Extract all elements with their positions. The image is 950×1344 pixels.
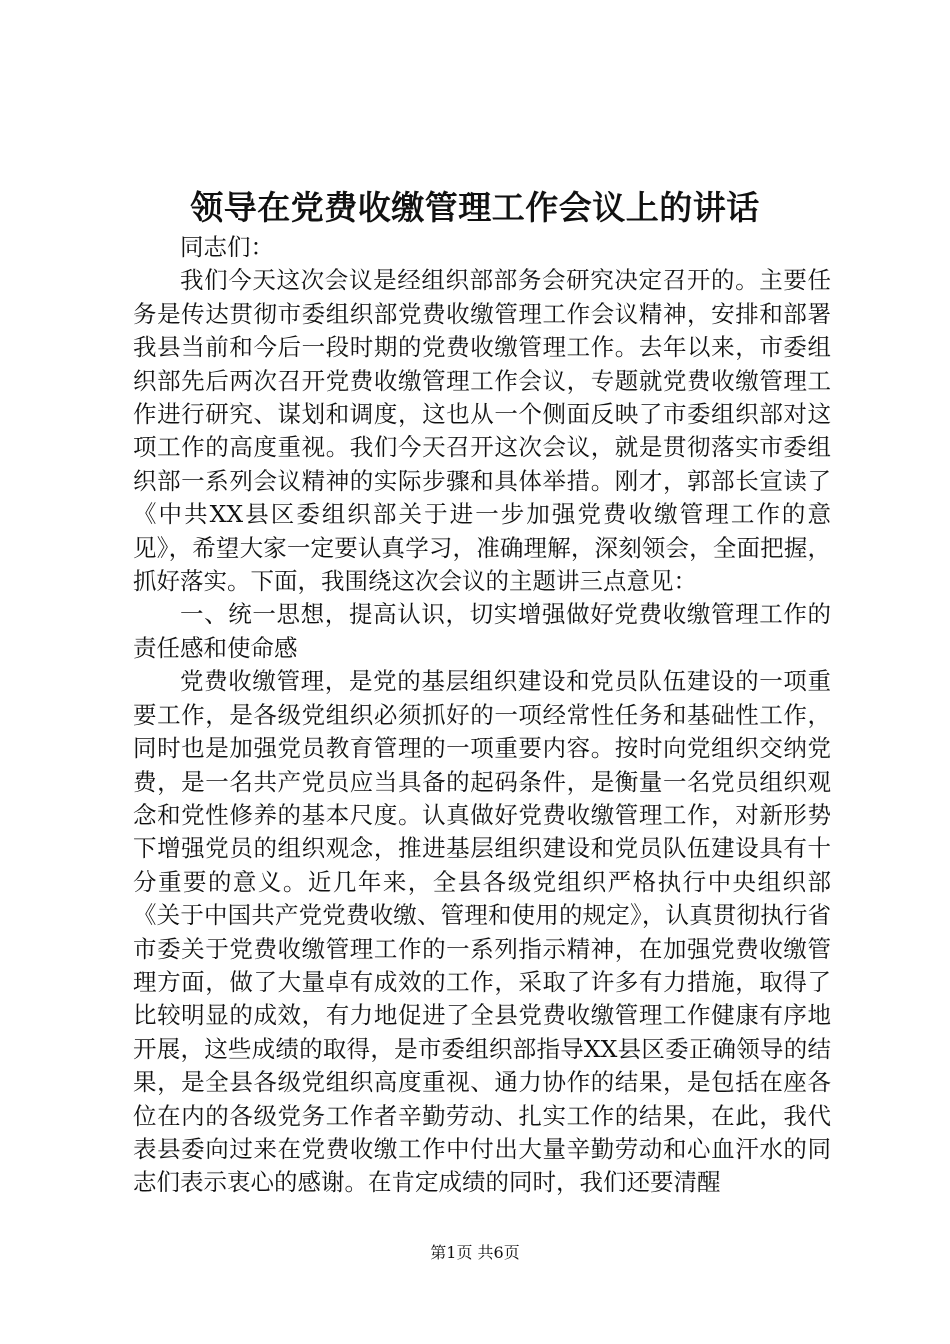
paragraph-intro: 我们今天这次会议是经组织部部务会研究决定召开的。主要任务是传达贯彻市委组织部党费收缴管理工作会议精神，安排和部署我县当前和今后一段时期的党费收缴管理工作。去年以来，市委组织部先后两次召开党费收缴管理工作会议，专题就党费收缴管理工作进行研究、谋划和调度，这也从一个侧面反映了市委组织部对这项工作的高度重视。我们今天召开这次会议，就是贯彻落实市委组织部一系列会议精神的实际步骤和具体举措。刚才，郭部长宣读了《中共XX县区委组织部关于进一步加强党费收缴管理工作的意见》，希望大家一定要认真学习，准确理解，深刻领会，全面把握，抓好落实。下面，我围绕这次会议的主题讲三点意见： bbox=[133, 266, 831, 596]
page-number-footer: 第1页 共6页 bbox=[430, 1243, 520, 1262]
document-body bbox=[133, 231, 831, 1200]
section-heading-1: 一、统一思想，提高认识，切实增强做好党费收缴管理工作的责任感和使命感 bbox=[133, 600, 831, 662]
salutation: 同志们： bbox=[180, 233, 274, 261]
paragraph-section-1: 党费收缴管理，是党的基层组织建设和党员队伍建设的一项重要工作，是各级党组织必须抓好的一项经常性任务和基础性工作，同时也是加强党员教育管理的一项重要内容。按时向党组织交纳党费，是一名共产党员应当具备的起码条件，是衡量一名党员组织观念和党性修养的基本尺度。认真做好党费收缴管理工作，对新形势下增强党员的组织观念，推进基层组织建设和党员队伍建设具有十分重要的意义。近几年来，全县各级党组织严格执行中央组织部《关于中国共产党党费收缴、管理和使用的规定》，认真贯彻执行省市委关于党费收缴管理工作的一系列指示精神，在加强党费收缴管理方面，做了大量卓有成效的工作，采取了许多有力措施，取得了比较明显的成效，有力地促进了全县党费收缴管理工作健康有序地开展，这些成绩的取得，是市委组织部指导XX县区委正确领导的结果，是全县各级党组织高度重视、通力协作的结果，是包括在座各位在内的各级党务工作者辛勤劳动、扎实工作的结果，在此，我代表县委向过来在党费收缴工作中付出大量辛勤劳动和心血汗水的同志们表示衷心的感谢。在肯定成绩的同时，我们还要清醒 bbox=[133, 667, 831, 1197]
document-title: 领导在党费收缴管理工作会议上的讲话 bbox=[190, 188, 760, 227]
